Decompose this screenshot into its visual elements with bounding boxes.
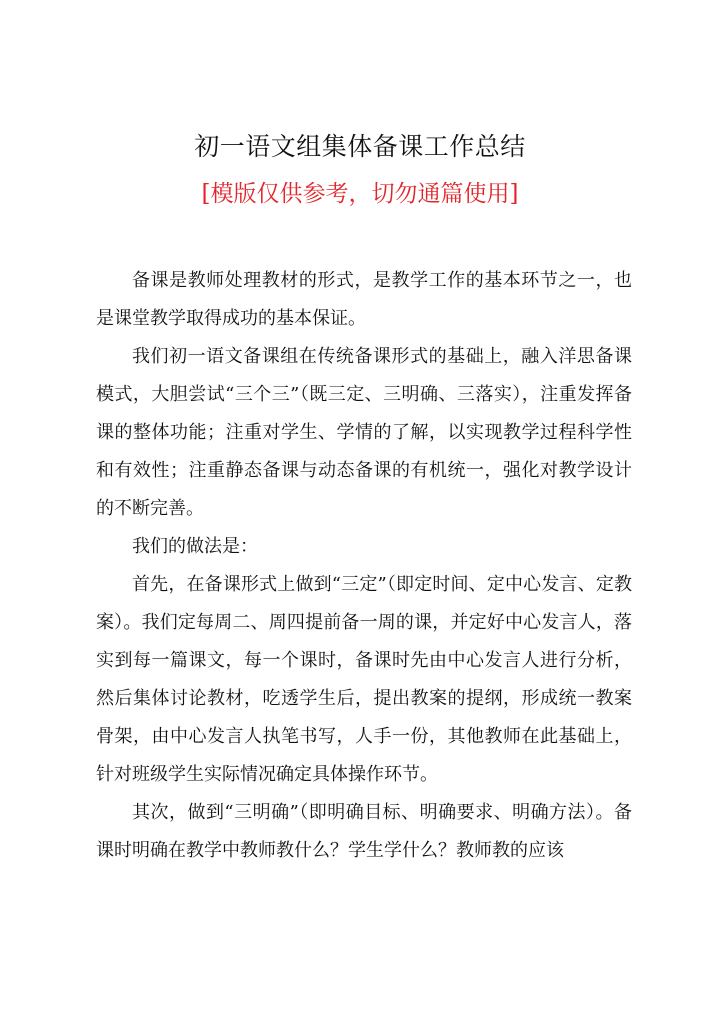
paragraph-2: 我们初一语文备课组在传统备课形式的基础上，融入洋思备课模式，大胆尝试“三个三”（既三定、三明确、三落实），注重发挥备课的整体功能；注重对学生、学情的了解，以实现教学过程科学性和有效性；注重静态备课与动态备课的有机统一，强化对教学设计的不断完善。 bbox=[96, 346, 632, 519]
document-body bbox=[96, 262, 632, 870]
paragraph-4: 首先，在备课形式上做到“三定”（即定时间、定中心发言、定教案）。我们定每周二、周四提前备一周的课，并定好中心发言人，落实到每一篇课文，每一个课时，备课时先由中心发言人进行分析，然后集体讨论教材，吃透学生后，提出教案的提纲，形成统一教案骨架，由中心发言人执笔书写，人手一份，其他教师在此基础上，针对班级学生实际情况确定具体操作环节。 bbox=[96, 574, 632, 785]
document-title: 初一语文组集体备课工作总结 bbox=[194, 132, 526, 161]
paragraph-3: 我们的做法是： bbox=[132, 536, 258, 557]
template-notice: [模版仅供参考，切勿通篇使用] bbox=[201, 181, 519, 207]
paragraph-5: 其次，做到“三明确”（即明确目标、明确要求、明确方法）。备课时明确在教学中教师教什么？学生学什么？教师教的应该 bbox=[96, 802, 632, 861]
paragraph-1: 备课是教师处理教材的形式，是教学工作的基本环节之一，也是课堂教学取得成功的基本保证。 bbox=[96, 270, 632, 329]
